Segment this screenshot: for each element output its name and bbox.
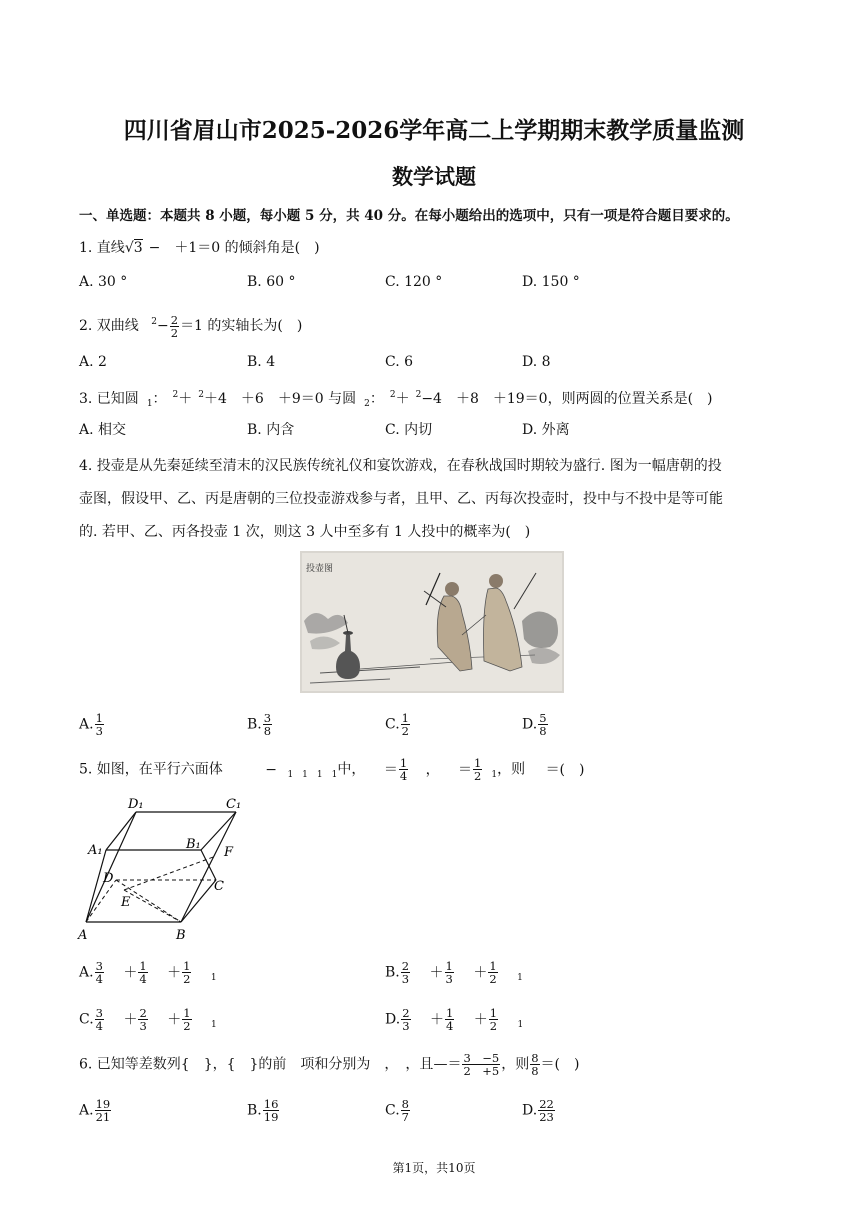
q4-c-den: 2 [401, 724, 409, 738]
q3-option-b: B. 内含 [247, 422, 295, 438]
q5-d-f3 [489, 1007, 498, 1032]
q5-b-f2-num: 1 [445, 959, 453, 973]
q1-sqrt-value: 3 [133, 240, 143, 256]
q5-a-f2-num: 1 [139, 959, 147, 973]
q5-option-c [79, 1007, 217, 1035]
page-subtitle: 数学试题 [392, 164, 476, 189]
q6-fraction [462, 1052, 500, 1077]
parallelepiped-svg [76, 794, 246, 944]
question-6 [79, 1052, 579, 1077]
q6-c-den: 7 [401, 1110, 409, 1124]
q5-b-f2-den: 3 [445, 972, 453, 986]
q4-option-c [385, 712, 411, 737]
q5-stem-b: 中， [337, 761, 366, 778]
q5-b-f3-den: 2 [489, 972, 497, 986]
q5-eq1: ＝ [383, 761, 398, 778]
q1-option-b: B. 60 ° [247, 274, 296, 290]
q5-frac-1 [399, 757, 408, 782]
q2-sup: 2 [151, 317, 157, 327]
q2-option-a: A. 2 [79, 354, 107, 370]
q4-option-d-fraction [538, 712, 547, 737]
q6-ratio [530, 1052, 539, 1077]
plus: ＋ [473, 964, 488, 981]
label-E: E [121, 895, 131, 910]
q2-frac-num: 2 [170, 312, 179, 327]
q6-stem-c: ＝( ) [540, 1056, 580, 1073]
q5-a-f3-num: 1 [183, 959, 191, 973]
q5-frac-2 [473, 757, 482, 782]
q6-a-den: 21 [95, 1110, 111, 1124]
q2-option-c: C. 6 [385, 354, 414, 370]
q4-line-3: 的. 若甲、乙、丙各投壶 1 次，则这 3 人中至多有 1 人投中的概率为( ) [79, 524, 531, 540]
q5-a-f3-den: 2 [183, 972, 191, 986]
label-B: B [176, 928, 186, 943]
q5-option-d [385, 1007, 523, 1035]
q3-sup2: 2 [198, 390, 205, 400]
question-5 [79, 757, 585, 785]
q4-option-a [79, 712, 105, 737]
q5-a-f2-den: 4 [139, 972, 147, 986]
q6-b-num: 16 [263, 1097, 279, 1111]
q5-b-f1 [401, 960, 410, 985]
q5-dash: − [265, 761, 277, 778]
q5-c-f2-num: 2 [139, 1006, 147, 1020]
q6-stem-b: ，则 [501, 1056, 530, 1073]
label-A: A [78, 928, 88, 943]
plus: ＋ [167, 1011, 182, 1028]
q1-option-a: A. 30 ° [79, 274, 128, 290]
q5-c-f2 [138, 1007, 147, 1032]
label-B1: B₁ [186, 837, 201, 852]
parallelepiped-figure [76, 794, 246, 944]
q5-stem-a: 5. 如图，在平行六面体 [79, 761, 223, 778]
q6-b-label: B. [247, 1102, 262, 1119]
q5-c-f3 [182, 1007, 191, 1032]
q5-b-label: B. [385, 964, 400, 981]
q5-option-a [79, 960, 217, 988]
q6-c-fraction [401, 1098, 410, 1123]
q6-dash: — [433, 1056, 448, 1073]
q5-d-f1-num: 2 [402, 1006, 410, 1020]
q4-option-a-fraction [95, 712, 104, 737]
q4-option-d-label: D. [522, 716, 538, 733]
page-title: 四川省眉山市2025-2026学年高二上学期期末教学质量监测 [123, 117, 745, 144]
q5-f2-den: 2 [474, 769, 482, 783]
q1-stem-a: 1. 直线 [79, 240, 125, 256]
q4-option-d [522, 712, 549, 737]
q5-c-f1 [95, 1007, 104, 1032]
q6-c-num: 8 [401, 1097, 409, 1111]
q4-option-b [247, 712, 273, 737]
q5-c-f2-den: 3 [139, 1019, 147, 1033]
q3-stem: 3. 已知圆 [79, 391, 139, 407]
page-footer: 第1页，共10页 [392, 1161, 476, 1175]
plus: ＋ [167, 964, 182, 981]
q5-a-f1-num: 3 [95, 959, 103, 973]
q3-eq1c: ＋4 ＋6 ＋9＝0 与圆 [204, 391, 357, 407]
label-C1: C₁ [226, 797, 242, 812]
q3-sup1: 2 [172, 390, 179, 400]
q5-d-f3-den: 2 [489, 1019, 498, 1033]
q3-eq2: ： [369, 391, 384, 407]
q5-b-f1-num: 2 [401, 959, 410, 973]
q5-f2-num: 1 [474, 756, 482, 770]
q6-d-num: 22 [539, 1097, 554, 1111]
q6-g-num: 8 [531, 1051, 539, 1065]
question-2 [79, 312, 302, 339]
q5-subs: 1 1 1 1 [287, 769, 338, 780]
q6-f-num: 3 −5 [463, 1051, 500, 1065]
plus: ＋ [429, 964, 444, 981]
q5-d-sub: 1 [517, 1019, 524, 1030]
q5-c-f3-num: 1 [183, 1006, 191, 1020]
q6-a-label: A. [79, 1102, 94, 1119]
q3-option-d: D. 外离 [522, 422, 570, 438]
q5-f1-den: 4 [399, 769, 408, 783]
pitch-pot-painting-svg [300, 551, 564, 693]
q5-eq2: ＝ [458, 761, 473, 778]
label-A1: A₁ [88, 843, 103, 858]
q6-eq: ＝ [447, 1056, 462, 1073]
plus: ＋ [123, 964, 138, 981]
q5-a-f1 [95, 960, 104, 985]
q5-d-f1-den: 3 [402, 1019, 410, 1033]
q5-comma: ， [425, 761, 440, 778]
q3-sup3: 2 [389, 390, 396, 400]
q5-d-f3-num: 1 [489, 1006, 498, 1020]
q3-sub2: 2 [364, 399, 370, 409]
q5-d-f2-den: 4 [445, 1019, 454, 1033]
q4-option-b-label: B. [247, 716, 262, 733]
plus: ＋ [123, 1011, 138, 1028]
section-header: 一、单选题：本题共 8 小题，每小题 5 分，共 40 分。在每小题给出的选项中，只有一项是符合题目要求的。 [79, 208, 739, 224]
q1-option-d: D. 150 ° [522, 274, 580, 290]
label-C: C [214, 879, 224, 894]
q5-a-sub: 1 [210, 972, 217, 983]
q5-c-f1-num: 3 [95, 1006, 103, 1020]
q2-option-b: B. 4 [247, 354, 276, 370]
q5-d-f1 [401, 1007, 410, 1032]
sqrt-sign: √ [124, 240, 134, 256]
q4-a-den: 3 [95, 724, 103, 738]
q3-sub1: 1 [146, 399, 153, 409]
q6-c-label: C. [385, 1102, 400, 1119]
q2-frac-den: 2 [170, 325, 179, 340]
q5-c-f1-den: 4 [95, 1019, 103, 1033]
q5-sub1: 1 [491, 769, 498, 780]
q3-eq2c: −4 ＋8 ＋19＝0，则两圆的位置关系是( ) [421, 391, 713, 407]
q4-b-num: 3 [263, 711, 272, 725]
q5-a-f2 [138, 960, 147, 985]
painting-calligraphy: 投壶图 [306, 564, 334, 574]
q3-sup4: 2 [415, 390, 422, 400]
q5-b-f2 [445, 960, 454, 985]
q3-eq1: ： [152, 391, 167, 407]
q6-b-den: 19 [263, 1110, 279, 1124]
q5-c-f3-den: 2 [183, 1019, 191, 1033]
q6-d-den: 23 [539, 1110, 554, 1124]
q3-eq2b: ＋ [395, 391, 410, 407]
q2-stem-b: ＝1 的实轴长为( ) [180, 318, 303, 334]
q2-minus: − [157, 318, 169, 334]
q4-c-num: 1 [401, 711, 409, 725]
q4-option-b-fraction [263, 712, 272, 737]
pitch-pot-painting [300, 551, 564, 693]
q4-a-num: 1 [95, 711, 103, 725]
q5-stem-d: ＝( ) [545, 761, 585, 778]
q6-d-fraction [538, 1098, 555, 1123]
q6-a-fraction [95, 1098, 112, 1123]
q5-b-sub: 1 [517, 972, 523, 983]
q1-stem-b: − ＋1＝0 的倾斜角是( ) [148, 240, 320, 256]
q4-option-a-label: A. [79, 716, 94, 733]
q5-d-f2 [445, 1007, 454, 1032]
q5-f1-num: 1 [399, 756, 408, 770]
q3-option-c: C. 内切 [385, 422, 433, 438]
q2-fraction [170, 314, 179, 339]
plus: ＋ [429, 1011, 444, 1028]
q1-option-c: C. 120 ° [385, 274, 443, 290]
q6-d-label: D. [522, 1102, 538, 1119]
q6-g-den: 8 [531, 1064, 539, 1078]
q5-b-f3 [488, 960, 497, 985]
q5-option-b [385, 960, 523, 988]
q5-b-f1-den: 3 [401, 972, 410, 986]
q4-d-num: 5 [539, 711, 547, 725]
q5-stem-c: ，则 [497, 761, 526, 778]
q4-line-2: 壶图，假设甲、乙、丙是唐朝的三位投壶游戏参与者，且甲、乙、丙每次投壶时，投中与不投中是等可能 [79, 491, 723, 507]
q6-option-c [385, 1098, 411, 1123]
q4-b-den: 8 [263, 724, 272, 738]
q4-line-1: 4. 投壶是从先秦延续至清末的汉民族传统礼仪和宴饮游戏，在春秋战国时期较为盛行. 图为一幅唐朝的投 [79, 458, 722, 474]
q2-stem-a: 2. 双曲线 [79, 318, 139, 334]
q5-b-f3-num: 1 [489, 959, 497, 973]
q2-option-d: D. 8 [522, 354, 551, 370]
q5-c-label: C. [79, 1011, 94, 1028]
q4-option-c-label: C. [385, 716, 400, 733]
q4-d-den: 8 [539, 724, 547, 738]
question-1 [79, 238, 320, 258]
q6-option-b [247, 1098, 280, 1123]
q6-stem-a: 6. 已知等差数列{ }，{ }的前 项和分别为 ， ，且 [79, 1056, 434, 1073]
q3-option-a: A. 相交 [79, 422, 127, 438]
q5-d-label: D. [385, 1011, 401, 1028]
q6-f-den: 2 +5 [463, 1064, 500, 1078]
q6-a-num: 19 [95, 1097, 111, 1111]
question-3 [79, 385, 713, 414]
plus: ＋ [473, 1011, 488, 1028]
label-F: F [224, 845, 234, 860]
q6-b-fraction [263, 1098, 280, 1123]
q5-a-f1-den: 4 [95, 972, 103, 986]
q4-option-c-fraction [401, 712, 410, 737]
label-D: D [103, 871, 114, 886]
q6-option-d [522, 1098, 556, 1123]
q5-a-f3 [182, 960, 191, 985]
label-D1: D₁ [128, 797, 144, 812]
q5-d-f2-num: 1 [445, 1006, 454, 1020]
q5-a-label: A. [79, 964, 94, 981]
q5-c-sub: 1 [211, 1019, 217, 1030]
q6-option-a [79, 1098, 112, 1123]
q3-eq1b: ＋ [178, 391, 193, 407]
